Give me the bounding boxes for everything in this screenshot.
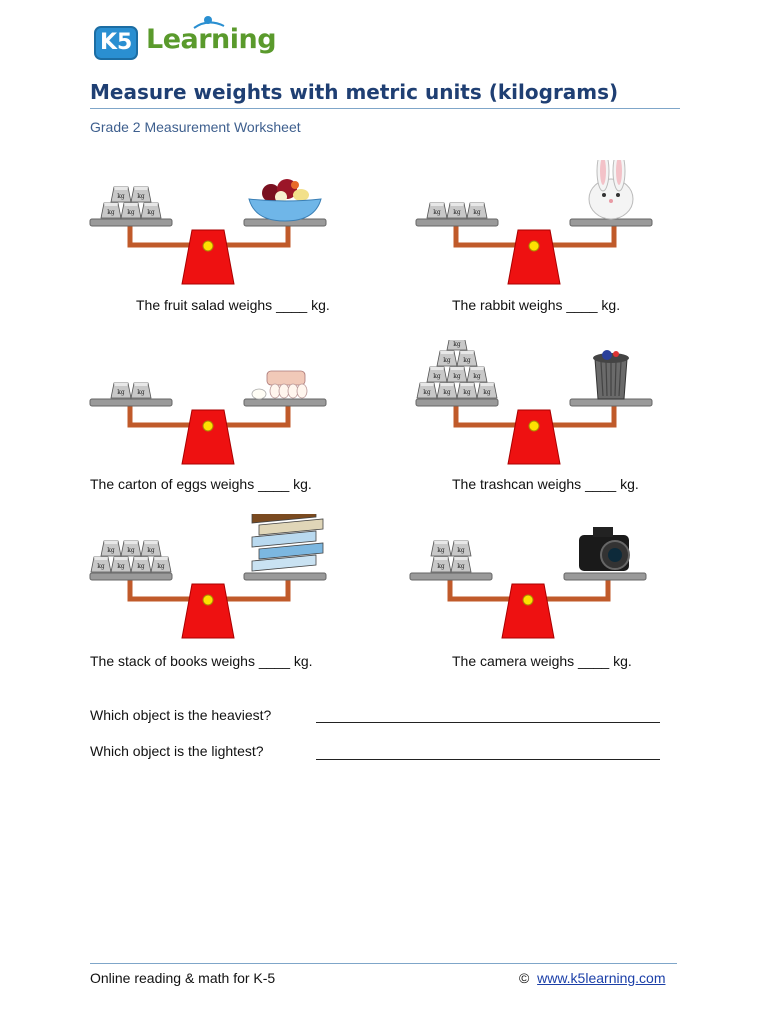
weight-stack [431, 541, 471, 572]
question-lightest: Which object is the lightest? [90, 743, 264, 759]
svg-text:kg: kg [453, 373, 461, 380]
scale-pivot [523, 595, 533, 605]
balance-scale [88, 160, 328, 290]
footer-link[interactable]: www.k5learning.com [537, 970, 666, 986]
problem-caption: The carton of eggs weighs ____ kg. [90, 476, 312, 492]
page-title: Measure weights with metric units (kilograms) [90, 80, 619, 104]
svg-text:kg: kg [137, 389, 145, 396]
k5-learning-logo [94, 14, 277, 60]
svg-text:kg: kg [127, 209, 135, 216]
svg-text:kg: kg [483, 389, 491, 396]
scale-base [182, 230, 234, 284]
svg-text:kg: kg [117, 563, 125, 570]
weight-stack [91, 541, 171, 572]
footer-copyright [519, 970, 666, 986]
right-pan [244, 399, 326, 406]
kg-weight-icon [141, 203, 161, 218]
svg-text:kg: kg [457, 563, 465, 570]
scale-pivot [529, 421, 539, 431]
scale-base [508, 230, 560, 284]
kg-weight-icon [427, 367, 447, 382]
kg-weight-icon [467, 367, 487, 382]
svg-text:kg: kg [443, 357, 451, 364]
weight-stack [427, 203, 487, 218]
right-pan [570, 219, 652, 226]
right-pan [564, 573, 646, 580]
svg-text:kg: kg [453, 341, 461, 348]
kg-weight-icon [447, 203, 467, 218]
kg-weight-icon [121, 541, 141, 556]
kg-weight-icon [111, 383, 131, 398]
answer-line-lightest[interactable] [316, 759, 660, 760]
svg-text:kg: kg [157, 563, 165, 570]
kg-weight-icon [457, 383, 477, 398]
logo-k5-box: K5 [94, 26, 138, 60]
svg-text:kg: kg [463, 389, 471, 396]
svg-text:kg: kg [117, 389, 125, 396]
footer-tagline: Online reading & math for K-5 [90, 970, 276, 986]
answer-line-heaviest[interactable] [316, 722, 660, 723]
svg-text:kg: kg [107, 547, 115, 554]
copyright-symbol: © [519, 970, 530, 986]
kg-weight-icon [91, 557, 111, 572]
kg-weight-icon [131, 557, 151, 572]
kg-weight-icon [451, 541, 471, 556]
scale-base [182, 584, 234, 638]
svg-text:kg: kg [433, 373, 441, 380]
left-pan [90, 399, 172, 406]
logo-wordmark: Learning [146, 24, 277, 55]
balance-scale [88, 514, 328, 644]
kg-weight-icon [431, 557, 451, 572]
balance-scale [414, 340, 654, 470]
balance-scale [408, 514, 648, 644]
question-heaviest: Which object is the heaviest? [90, 707, 272, 723]
scale-pivot [529, 241, 539, 251]
svg-text:kg: kg [127, 547, 135, 554]
problem-caption: The rabbit weighs ____ kg. [452, 297, 621, 313]
kg-weight-icon [121, 203, 141, 218]
kg-weight-icon [111, 187, 131, 202]
right-pan [570, 399, 652, 406]
problem-caption: The fruit salad weighs ____ kg. [136, 297, 330, 313]
problem-caption: The trashcan weighs ____ kg. [452, 476, 639, 492]
books-icon [252, 514, 323, 571]
left-pan [410, 573, 492, 580]
scale-pivot [203, 595, 213, 605]
kg-weight-icon [437, 351, 457, 366]
trashcan-icon [593, 350, 629, 399]
footer-divider [90, 963, 677, 964]
kg-weight-icon [451, 557, 471, 572]
kg-weight-icon [447, 367, 467, 382]
weight-stack [111, 383, 151, 398]
svg-text:kg: kg [107, 209, 115, 216]
rabbit-icon [589, 160, 633, 219]
svg-text:kg: kg [137, 563, 145, 570]
weight-stack [417, 340, 497, 398]
kg-weight-icon [417, 383, 437, 398]
kg-weight-icon [477, 383, 497, 398]
svg-text:kg: kg [437, 547, 445, 554]
kg-weight-icon [447, 340, 467, 350]
kg-weight-icon [141, 541, 161, 556]
svg-text:kg: kg [97, 563, 105, 570]
logo-figure-icon [190, 14, 230, 34]
weight-stack [101, 187, 161, 218]
kg-weight-icon [131, 383, 151, 398]
svg-text:kg: kg [443, 389, 451, 396]
svg-text:kg: kg [463, 357, 471, 364]
left-pan [416, 399, 498, 406]
kg-weight-icon [431, 541, 451, 556]
right-pan [244, 573, 326, 580]
svg-text:kg: kg [137, 193, 145, 200]
svg-text:kg: kg [433, 209, 441, 216]
fruit-bowl-icon [249, 179, 321, 221]
svg-text:kg: kg [473, 209, 481, 216]
svg-text:kg: kg [147, 547, 155, 554]
header-divider [90, 108, 680, 109]
scale-pivot [203, 241, 213, 251]
left-pan [416, 219, 498, 226]
svg-text:kg: kg [117, 193, 125, 200]
scale-base [508, 410, 560, 464]
kg-weight-icon [427, 203, 447, 218]
page-subtitle: Grade 2 Measurement Worksheet [90, 119, 301, 135]
kg-weight-icon [101, 541, 121, 556]
svg-text:kg: kg [473, 373, 481, 380]
svg-text:kg: kg [457, 547, 465, 554]
balance-scale [88, 340, 328, 470]
scale-pivot [203, 421, 213, 431]
balance-scale [414, 160, 654, 290]
kg-weight-icon [151, 557, 171, 572]
svg-text:kg: kg [147, 209, 155, 216]
kg-weight-icon [467, 203, 487, 218]
egg-carton-icon [252, 371, 307, 399]
svg-text:kg: kg [423, 389, 431, 396]
svg-text:kg: kg [437, 563, 445, 570]
camera-icon [579, 527, 629, 571]
scale-base [182, 410, 234, 464]
left-pan [90, 219, 172, 226]
kg-weight-icon [437, 383, 457, 398]
kg-weight-icon [457, 351, 477, 366]
problem-caption: The stack of books weighs ____ kg. [90, 653, 313, 669]
kg-weight-icon [101, 203, 121, 218]
kg-weight-icon [111, 557, 131, 572]
kg-weight-icon [131, 187, 151, 202]
scale-base [502, 584, 554, 638]
svg-text:kg: kg [453, 209, 461, 216]
problem-caption: The camera weighs ____ kg. [452, 653, 632, 669]
left-pan [90, 573, 172, 580]
